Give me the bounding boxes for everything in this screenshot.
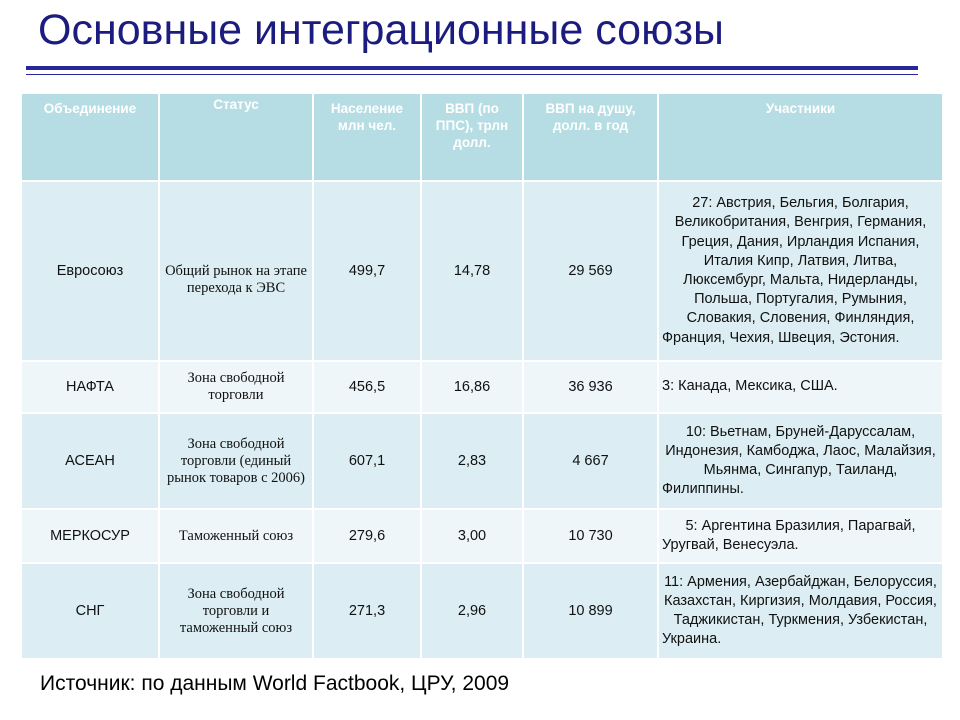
union-name: СНГ	[21, 563, 159, 659]
table-header-row	[21, 93, 943, 181]
integration-unions-table	[20, 92, 944, 660]
header-union: Объединение	[21, 93, 159, 181]
union-gdp: 16,86	[421, 361, 523, 413]
union-members: 10: Вьетнам, Бруней-Даруссалам, Индонезия, Камбоджа, Лаос, Малайзия, Мьянма, Сингапур, Таиланд, Филиппины.	[658, 413, 943, 509]
page-title: Основные интеграционные союзы	[38, 6, 724, 54]
union-population: 607,1	[313, 413, 421, 509]
union-members: 3: Канада, Мексика, США.	[658, 361, 943, 413]
table-row	[21, 361, 943, 413]
union-name: НАФТА	[21, 361, 159, 413]
union-gdp-per-capita: 4 667	[523, 413, 658, 509]
union-population: 456,5	[313, 361, 421, 413]
union-members: 5: Аргентина Бразилия, Парагвай, Уругвай, Венесуэла.	[658, 509, 943, 563]
header-status: Статус	[159, 93, 313, 181]
header-members: Участники	[658, 93, 943, 181]
union-population: 271,3	[313, 563, 421, 659]
table-row	[21, 509, 943, 563]
union-status: Таможенный союз	[159, 509, 313, 563]
union-status: Зона свободной торговли (единый рынок товаров с 2006)	[159, 413, 313, 509]
union-gdp-per-capita: 29 569	[523, 181, 658, 361]
union-gdp: 2,96	[421, 563, 523, 659]
title-divider	[26, 66, 918, 70]
union-population: 499,7	[313, 181, 421, 361]
union-status: Зона свободной торговли	[159, 361, 313, 413]
union-gdp: 2,83	[421, 413, 523, 509]
union-status: Зона свободной торговли и таможенный союз	[159, 563, 313, 659]
union-gdp-per-capita: 10 899	[523, 563, 658, 659]
header-population: Население млн чел.	[313, 93, 421, 181]
union-name: АСЕАН	[21, 413, 159, 509]
union-members: 27: Австрия, Бельгия, Болгария, Великобритания, Венгрия, Германия, Греция, Дания, Ирландия Испания, Италия Кипр, Латвия, Литва, Люксембург, Мальта, Нидерланды, Польша, Португалия, Румыния, Словакия, Словения, Финляндия, Франция, Чехия, Швеция, Эстония.	[658, 181, 943, 361]
table-row	[21, 181, 943, 361]
source-note: Источник: по данным World Factbook, ЦРУ, 2009	[40, 672, 510, 695]
header-gdp-per-capita: ВВП на душу, долл. в год	[523, 93, 658, 181]
union-gdp-per-capita: 36 936	[523, 361, 658, 413]
union-status: Общий рынок на этапе перехода к ЭВС	[159, 181, 313, 361]
union-gdp-per-capita: 10 730	[523, 509, 658, 563]
union-gdp: 3,00	[421, 509, 523, 563]
union-gdp: 14,78	[421, 181, 523, 361]
table-row	[21, 413, 943, 509]
union-population: 279,6	[313, 509, 421, 563]
header-gdp: ВВП (по ППС), трлн долл.	[421, 93, 523, 181]
title-divider-thin	[26, 74, 918, 75]
table-row	[21, 563, 943, 659]
union-name: Евросоюз	[21, 181, 159, 361]
union-name: МЕРКОСУР	[21, 509, 159, 563]
union-members: 11: Армения, Азербайджан, Белоруссия, Казахстан, Киргизия, Молдавия, Россия, Таджикистан, Туркмения, Узбекистан, Украина.	[658, 563, 943, 659]
